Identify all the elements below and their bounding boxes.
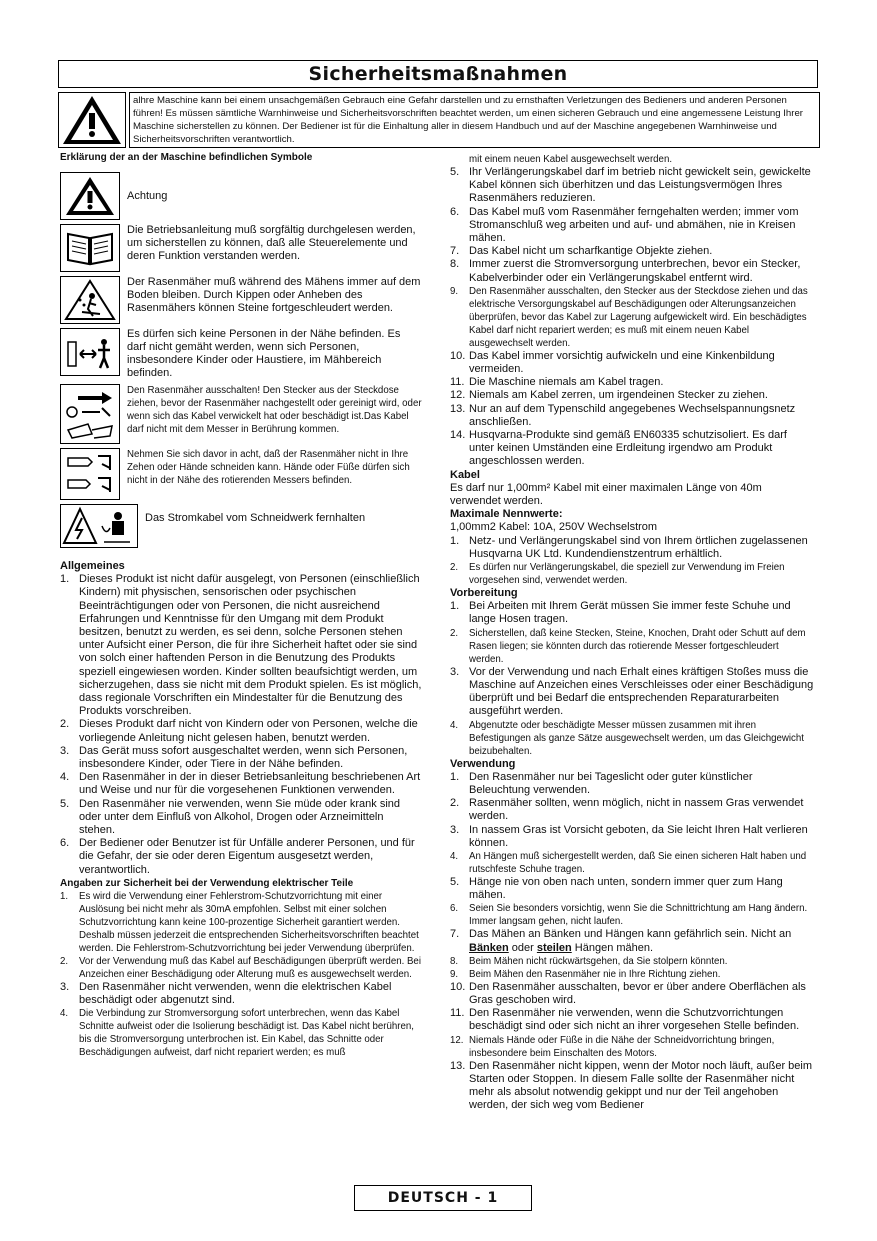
keep-distance-icon (60, 328, 120, 376)
symbol-text: Nehmen Sie sich davor in acht, daß der Rasenmäher nicht in Ihre Zehen oder Hände schneiden kann. Hände oder Füße dürfen sich nicht in der Nähe des rotierenden Messers befinden. (127, 449, 410, 486)
elektrisch-continuation: mit einem neuen Kabel ausgewechselt werden. (469, 154, 673, 165)
electric-cable-icon (60, 504, 138, 548)
kabel-heading: Kabel (450, 468, 480, 481)
symbol-text: Das Stromkabel vom Schneidwerk fernhalten (145, 512, 366, 524)
footer-label: DEUTSCH - 1 (387, 1190, 499, 1206)
verwendung-heading: Verwendung (450, 757, 516, 770)
manual-book-icon (60, 224, 120, 272)
list-item: 12. Niemals am Kabel zerren, um irgendeinen Stecker zu ziehen. (450, 389, 768, 402)
list-item: 11. Den Rasenmäher nie verwenden, wenn die Schutzvorrichtungen beschädigt sind oder sich nicht an ihrer vorgesehen Stelle befinden. (450, 1007, 800, 1033)
symbol-row (60, 224, 422, 272)
list-item: 4. Abgenutzte oder beschädigte Messer müssen zusammen mit ihren Befestigungen als ganze Sätze ausgewechselt werden, um das Gleichgewicht beizubehalten. (450, 719, 804, 757)
allgemeines-heading: Allgemeines (60, 560, 125, 572)
list-item: 9. Den Rasenmäher ausschalten, den Stecker aus der Steckdose ziehen und das elektrische Versorgungskabel auf Beschädigungen oder Alterungsanzeichen überprüfen, bevor das Kabel zur Lagerung aufgewickelt wird. Ein beschädigtes Kabel darf nicht repariert werden; es muß mit einem neuen Kabel ausgewechselt werden. (450, 285, 808, 349)
list-item: 3. In nassem Gras ist Vorsicht geboten, da Sie leicht Ihren Halt verlieren können. (450, 823, 808, 849)
list-item: 10. Das Kabel immer vorsichtig aufwickeln und eine Kinkenbildung vermeiden. (450, 349, 775, 376)
list-item: 3. Den Rasenmäher nicht verwenden, wenn die elektrischen Kabel beschädigt oder abgenutzt sind. (60, 980, 392, 1006)
elektrisch-heading: Angaben zur Sicherheit bei der Verwendung elektrischer Teile (60, 877, 354, 889)
list-item: 2. Es dürfen nur Verlängerungskabel, die speziell zur Verwendung im Freien vorgesehen sind, verwendet werden. (450, 562, 785, 587)
list-item: 6. Der Bediener oder Benutzer ist für Unfälle anderer Personen, und für die Gefahr, der sie oder deren Eigentum ausgesetzt werden, verantwortlich. (60, 837, 415, 876)
list-item: 2. Sicherstellen, daß keine Stecken, Steine, Knochen, Draht oder Schutt auf dem Rasen liegen; sie könnten durch das rotierende Messer fortgeschleudert werden. (450, 627, 806, 665)
symbol-text: Achtung (127, 190, 168, 202)
list-item: 6. Seien Sie besonders vorsichtig, wenn Sie die Schnittrichtung am Hang ändern. Immer langsam gehen, nicht laufen. (450, 903, 808, 928)
right-column (450, 153, 815, 1112)
list-item: 1. Bei Arbeiten mit Ihrem Gerät müssen Sie immer feste Schuhe und lange Hosen tragen. (450, 600, 791, 626)
symbol-row (60, 276, 422, 324)
list-item: 7. Das Mähen an Bänken und Hängen kann gefährlich sein. Nicht an Bänken oder steilen Hängen mähen. (450, 928, 792, 954)
vorbereitung-list (450, 600, 815, 757)
unplug-icon (60, 384, 120, 444)
list-item: 1. Es wird die Verwendung einer Fehlerstrom-Schutzvorrichtung mit einer Auslösung bei nicht mehr als 30mA empfohlen. Selbst mit einer solchen Schutzvorrichtung kann keine 100-prozentige Sicherheit garantiert werden. Deshalb müssen jederzeit die entsprechenden Sicherheitsvorschriften beachtet werden. Die Fehlerstrom-Schutzvorrichtung bei jeder Verwendung überprüfen. (60, 890, 419, 954)
list-item: 2. Vor der Verwendung muß das Kabel auf Beschädigungen überprüft werden. Bei Anzeichen einer Beschädigung oder Alterung muß es ausgewechselt werden. (60, 955, 421, 980)
list-item: 8. Beim Mähen nicht rückwärtsgehen, da Sie stolpern könnten. (450, 955, 728, 967)
list-item: 13. Nur an auf dem Typenschild angegebenes Wechselspannungsnetz anschließen. (450, 402, 796, 428)
symbols-heading: Erklärung der an der Maschine befindlichen Symbole (60, 152, 313, 163)
intro-text: alhre Maschine kann bei einem unsachgemäßen Gebrauch eine Gefahr darstellen und zu ernsthaften Verletzungen des Bedieners und anderen Personen führen! Es müssen sämtliche Warnhinweise und Sicherheitsvorschriften beachtet werden, um einen sicheren Gebrauch und eine angemessene Leistung Ihrer Maschine sicherstellen zu können. Der Bediener ist für die Einhaltung aller in diesem Handbuch und auf der Maschine angegebenen Warnhinweise und Sicherheitsvorschriften verantwortlich. (129, 92, 820, 148)
kabel-text: Es darf nur 1,00mm² Kabel mit einer maximalen Länge von 40m verwendet werden. (450, 481, 762, 508)
allgemeines-list (60, 573, 422, 877)
elektrisch-list-2 (450, 166, 815, 469)
symbol-text: Der Rasenmäher muß während des Mähens immer auf dem Boden bleiben. Durch Kippen oder Anheben des Rasenmähers können Steine fortgeschleudert werden. (127, 276, 421, 314)
list-item: 5. Ihr Verlängerungskabel darf im betrieb nicht gewickelt sein, gewickelte Kabel können sich überhitzen und das Leistungsvermögen Ihres Rasenmähers reduzieren. (450, 166, 811, 205)
list-item: 5. Den Rasenmäher nie verwenden, wenn Sie müde oder krank sind oder unter dem Einfluß von Alkohol, Drogen oder Arzneimitteln stehen. (60, 797, 401, 837)
list-item: 3. Das Gerät muss sofort ausgeschaltet werden, wenn sich Personen, insbesondere Kinder, oder Tiere in der Nähe befinden. (60, 744, 408, 771)
list-item: 12. Niemals Hände oder Füße in die Nähe der Schneidvorrichtung bringen, insbesondere beim Einschalten des Motors. (450, 1034, 775, 1059)
warning-triangle-icon (60, 172, 120, 220)
symbol-text: Den Rasenmäher ausschalten! Den Stecker aus der Steckdose ziehen, bevor der Rasenmäher nachgestellt oder gereinigt wird, oder wenn sich das Kabel verwickelt hat oder beschädigt ist.Das Kabel darf nicht mit dem Messer in Berührung kommen. (127, 385, 422, 435)
page-title: Sicherheitsmaßnahmen (308, 63, 568, 85)
list-item: 1. Netz- und Verlängerungskabel sind von Ihrem örtlichen zugelassenen Husqvarna UK Ltd. Kundendienstzentrum erhältlich. (450, 534, 808, 560)
symbol-row (60, 384, 422, 444)
list-item: 1. Den Rasenmäher nur bei Tageslicht oder guter künstlicher Beleuchtung verwenden. (450, 770, 753, 796)
nennwerte-list (450, 535, 815, 587)
nennwerte-text: 1,00mm2 Kabel: 10A, 250V Wechselstrom (450, 521, 658, 534)
symbol-row (60, 448, 422, 500)
symbol-row (60, 172, 422, 220)
list-item: 4. Den Rasenmäher in der in dieser Betriebsanleitung beschriebenen Art und Weise und nur für die vorgesehenen Funktionen verwenden. (60, 771, 421, 797)
page-footer (354, 1185, 532, 1211)
thrown-stones-icon (60, 276, 120, 324)
left-column (60, 151, 422, 1059)
page-title-box (58, 60, 818, 88)
symbol-text: Die Betriebsanleitung muß sorgfältig durchgelesen werden, um sicherstellen zu können, daß alle Steuerelemente und deren Funktion verstanden werden. (127, 224, 416, 262)
list-item: 5. Hänge nie von oben nach unten, sondern immer quer zum Hang mähen. (450, 875, 783, 902)
list-item: 9. Beim Mähen den Rasenmäher nie in Ihre Richtung ziehen. (450, 968, 721, 980)
warning-triangle-icon (59, 93, 125, 147)
list-item: 1. Dieses Produkt ist nicht dafür ausgelegt, von Personen (einschließlich Kindern) mit physischen, sensorischen oder psychischen Beeinträchtigungen oder von Personen, die nicht ausreichend Erfahrungen und Kenntnisse für den Umgang mit dem Produkt besitzen, benutzt zu werden, es sei denn, solche Personen stehen unter Aufsicht einer Person, die für ihre Sicherheit haftet oder sie sind von solch einer haftenden Person in die Benutzung des Produkts speziell eingewiesen worden. Kinder sollten beaufsichtigt werden, um sicherzugehen, dass sie nicht mit dem Produkt spielen. Es ist möglich, dass regionale Vorschriften ein Mindestalter für die Benutzung des Produkts vorschreiben. (60, 573, 422, 718)
list-item: 6. Das Kabel muß vom Rasenmäher ferngehalten werden; immer vom Stromanschluß weg arbeiten und auf- und abmähen, nie in Kreisen mähen. (450, 205, 799, 245)
symbol-row (60, 504, 422, 548)
list-item: 13. Den Rasenmäher nicht kippen, wenn der Motor noch läuft, außer beim Starten oder Stoppen. In diesem Falle sollte der Rasenmäher nicht mehr als absolut notwendig gekippt und nur der Teil angehoben werden, der sich weg vom Bediener (450, 1059, 813, 1112)
list-item: 8. Immer zuerst die Stromversorgung unterbrechen, bevor ein Stecker, Kabelverbinder oder ein Verlängerungskabel entfernt wird. (450, 258, 801, 284)
list-item: 3. Vor der Verwendung und nach Erhalt eines kräftigen Stoßes muss die Maschine auf Anzeichen eines Verschleisses oder einer Beschädigung überprüft und bei Bedarf die entsprechenden Reparaturarbeiten ausgeführt werden. (450, 665, 814, 718)
verwendung-list (450, 771, 815, 1113)
list-item: 7. Das Kabel nicht um scharfkantige Objekte ziehen. (450, 245, 713, 258)
nennwerte-heading: Maximale Nennwerte: (450, 508, 563, 521)
blade-hands-feet-icon (60, 448, 120, 500)
list-item: 10. Den Rasenmäher ausschalten, bevor er über andere Oberflächen als Gras geschoben wird. (450, 980, 806, 1006)
elektrisch-list (60, 890, 422, 1059)
list-item: 2. Dieses Produkt darf nicht von Kindern oder von Personen, welche die vorliegende Anleitung nicht gelesen haben, benutzt werden. (60, 718, 418, 744)
intro-warning-icon-box (58, 92, 126, 148)
list-item: 2. Rasenmäher sollten, wenn möglich, nicht in nassem Gras verwendet werden. (450, 797, 804, 823)
symbol-row (60, 328, 422, 380)
list-item: 14. Husqvarna-Produkte sind gemäß EN60335 schutzisoliert. Es darf unter keinen Umständen eine Erdleitung irgendwo am Produkt angeschlossen werden. (450, 429, 787, 468)
symbol-text: Es dürfen sich keine Personen in der Nähe befinden. Es darf nicht gemäht werden, wenn sich Personen, insbesondere Kinder oder Haustiere, im Mähbereich befinden. (127, 328, 401, 379)
list-item: 4. Die Verbindung zur Stromversorgung sofort unterbrechen, wenn das Kabel Schnitte aufweist oder die Isolierung beschädigt ist. Das Kabel nicht berühren, bis die Stromversorgung unterbrochen ist. Ein Kabel, das Schnitte oder Beschädigungen aufweist, darf nicht repariert werden; es muß (60, 1007, 414, 1058)
vorbereitung-heading: Vorbereitung (450, 587, 518, 600)
list-item: 11. Die Maschine niemals am Kabel tragen. (450, 376, 664, 389)
list-item: 4. An Hängen muß sichergestellt werden, daß Sie einen sicheren Halt haben und rutschfeste Schuhe tragen. (450, 850, 807, 875)
